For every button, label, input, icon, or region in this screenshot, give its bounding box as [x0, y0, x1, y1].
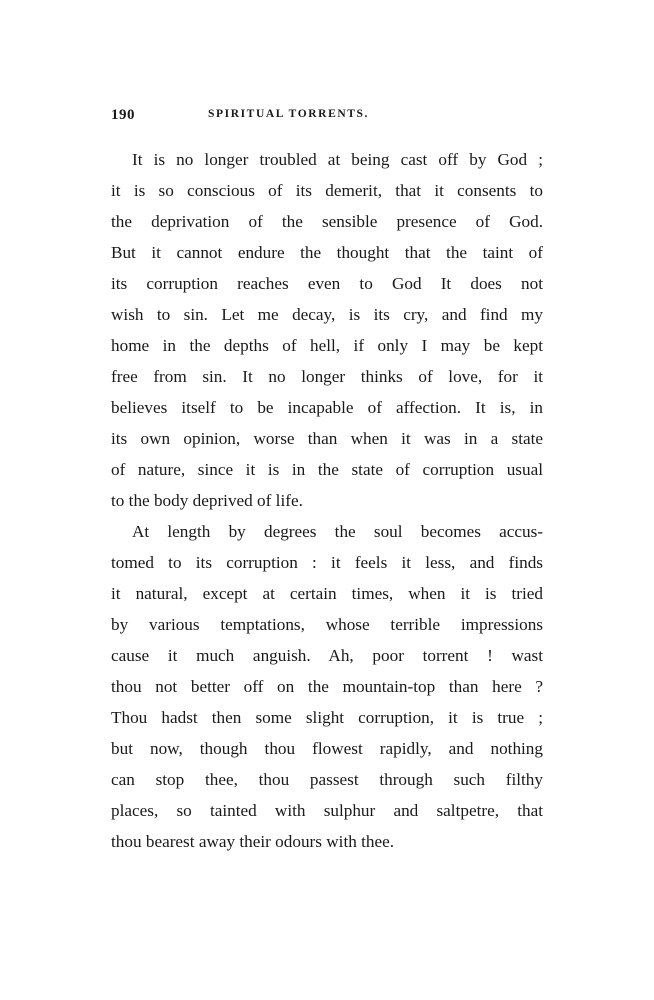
text-line: believes itself to be incapable of affection. It is, in: [111, 398, 543, 417]
text-line: Thou hadst then some slight corruption, it is true ;: [111, 708, 543, 727]
text-line: to the body deprived of life.: [111, 491, 303, 510]
text-line: cause it much anguish. Ah, poor torrent ! wast: [111, 646, 543, 665]
running-title: SPIRITUAL TORRENTS.: [208, 108, 369, 120]
body-text: [111, 144, 543, 857]
text-line: by various temptations, whose terrible impressions: [111, 615, 543, 634]
text-line: home in the depths of hell, if only I may be kept: [111, 336, 543, 355]
text-line: wish to sin. Let me decay, is its cry, and find my: [111, 305, 543, 324]
running-head: [111, 107, 543, 127]
text-line: thou bearest away their odours with thee.: [111, 832, 395, 851]
text-line: But it cannot endure the thought that the taint of: [111, 243, 543, 262]
paragraph-2: [111, 516, 543, 857]
text-line: it is so conscious of its demerit, that it consents to: [111, 181, 543, 200]
text-line: it natural, except at certain times, when it is tried: [111, 584, 543, 603]
text-line: tomed to its corruption : it feels it less, and finds: [111, 553, 543, 572]
text-line: thou not better off on the mountain-top than here ?: [111, 677, 543, 696]
text-line: its corruption reaches even to God It does not: [111, 274, 543, 293]
text-line: but now, though thou flowest rapidly, and nothing: [111, 739, 543, 758]
text-line: its own opinion, worse than when it was in a state: [111, 429, 543, 448]
text-line: can stop thee, thou passest through such filthy: [111, 770, 543, 789]
text-line: It is no longer troubled at being cast off by God ;: [132, 150, 543, 169]
text-line: the deprivation of the sensible presence of God.: [111, 212, 543, 231]
text-line: At length by degrees the soul becomes accus-: [132, 522, 543, 541]
text-line: of nature, since it is in the state of corruption usual: [111, 460, 543, 479]
text-line: free from sin. It no longer thinks of love, for it: [111, 367, 543, 386]
paragraph-1: [111, 144, 543, 516]
page-number: 190: [111, 107, 135, 123]
text-line: places, so tainted with sulphur and saltpetre, that: [111, 801, 543, 820]
